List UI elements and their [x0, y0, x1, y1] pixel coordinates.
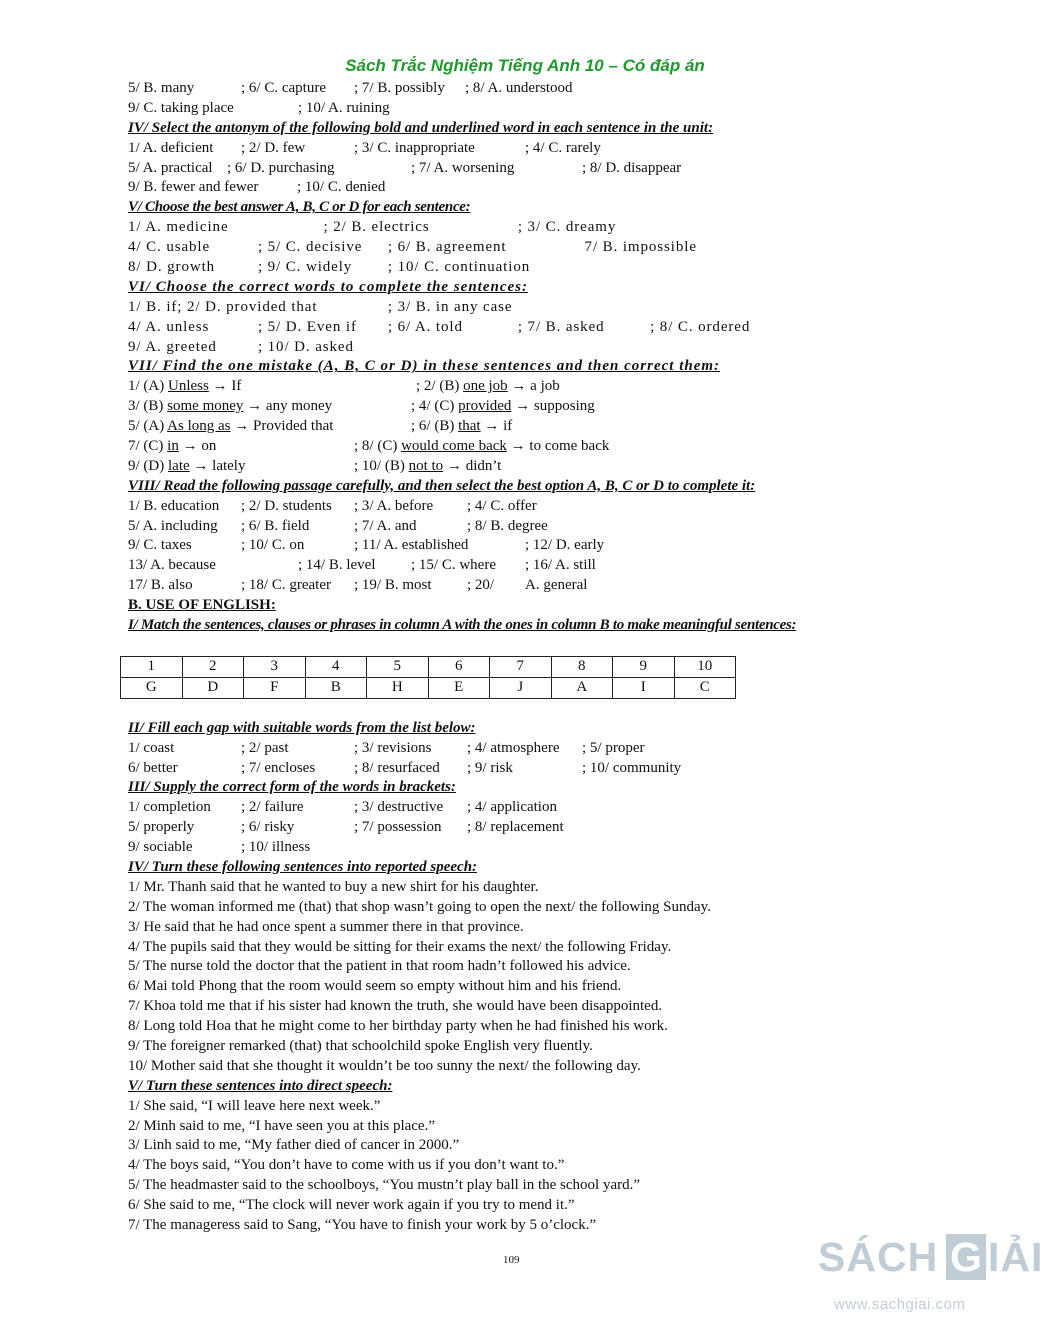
answer-item: ; 6/ B. agreement: [387, 239, 507, 256]
table-cell-number: 3: [244, 656, 306, 677]
item-correction: → If: [208, 378, 242, 395]
answer-line: [128, 517, 888, 537]
answer-sentence: 5/ The headmaster said to the schoolboys, “You mustn’t play ball in the school yard.”: [128, 1177, 641, 1194]
answer-item: 9/ sociable: [128, 839, 193, 856]
table-cell-answer: A: [551, 677, 613, 698]
correction-item: [128, 417, 333, 437]
underlined-mistake: late: [168, 457, 190, 474]
watermark-url: www.sachgiai.com: [834, 1296, 966, 1313]
answer-item: ; 3/ destructive: [354, 799, 444, 816]
answer-item: ; 3/ C. inappropriate: [354, 139, 475, 156]
item-correction: → didn’t: [443, 457, 502, 474]
item-correction: → supposing: [511, 398, 595, 415]
answer-line: [128, 139, 888, 159]
table-row: [121, 677, 736, 698]
answer-item: ; 4/ atmosphere: [467, 739, 560, 756]
correction-item: [416, 377, 560, 397]
answer-item: ; 3/ C. dreamy: [517, 219, 617, 236]
answer-item: ; 2/ B. electrics: [323, 219, 430, 236]
answer-line: [128, 576, 888, 596]
answer-sentence: 6/ Mai told Phong that the room would seem so empty without him and his friend.: [128, 978, 622, 995]
answer-key-content: [128, 79, 888, 1236]
section-b5-answers: [128, 1097, 888, 1236]
answer-item: 17/ B. also: [128, 577, 193, 594]
answer-sentence: 4/ The pupils said that they would be sitting for their exams the next/ the following Friday.: [128, 938, 672, 955]
answer-item: 9/ C. taxes: [128, 537, 192, 554]
answer-item: ; 9/ C. widely: [257, 259, 353, 276]
underlined-mistake: some money: [167, 398, 244, 415]
section-iv-answers: [128, 139, 888, 199]
answer-sentence: 8/ Long told Hoa that he might come to her birthday party when he had finished his work.: [128, 1018, 668, 1035]
section-vi-answers: [128, 298, 888, 358]
answer-item: ; 7/ encloses: [241, 759, 316, 776]
answer-item: ; 3/ revisions: [354, 739, 432, 756]
correction-line: [128, 437, 888, 457]
underlined-mistake: As long as: [167, 418, 231, 435]
item-correction: → any money: [243, 398, 333, 415]
correction-item: [128, 397, 332, 417]
answer-item: 1/ coast: [128, 739, 175, 756]
answer-item: ; 6/ A. told: [387, 318, 463, 335]
answer-sentence: 2/ Minh said to me, “I have seen you at this place.”: [128, 1117, 435, 1134]
table-cell-answer: H: [367, 677, 429, 698]
underlined-mistake: in: [167, 438, 179, 455]
underlined-mistake: not to: [408, 457, 444, 474]
table-cell-answer: D: [182, 677, 244, 698]
section-v-heading: V/ Choose the best answer A, B, C or D for each sentence:: [128, 199, 471, 216]
section-continued: [128, 79, 888, 119]
section-vi-heading: VI/ Choose the correct words to complete the sentences:: [128, 278, 528, 295]
item-prefix: 5/ (A): [128, 418, 168, 435]
answer-item: ; 8/ C. ordered: [650, 318, 751, 335]
answer-item: 13/ A. because: [128, 557, 216, 574]
answer-line: [128, 838, 888, 858]
matching-answer-table: [120, 656, 736, 699]
answer-item: ; 2/ D. few: [241, 139, 306, 156]
answer-item: ; 7/ A. and: [354, 517, 417, 534]
answer-item: ; 6/ C. capture: [241, 80, 326, 96]
answer-item: ; 10/ illness: [241, 839, 311, 856]
answer-item: 1/ B. if; 2/ D. provided that: [128, 298, 318, 315]
answer-item: ; 7/ B. asked: [517, 318, 605, 335]
answer-sentence: 5/ The nurse told the doctor that the patient in that room hadn’t followed his advice.: [128, 958, 631, 975]
answer-item: ; 7/ B. possibly: [354, 80, 445, 96]
item-prefix: ; 2/ (B): [416, 378, 464, 395]
watermark-text-left: SÁCH: [818, 1234, 939, 1280]
table-cell-answer: F: [244, 677, 306, 698]
answer-item: ; 3/ A. before: [354, 497, 434, 514]
section-v-answers: [128, 218, 888, 278]
table-cell-number: 2: [182, 656, 244, 677]
answer-item: 1/ A. deficient: [128, 139, 214, 156]
table-cell-answer: E: [428, 677, 490, 698]
page-title: Sách Trắc Nghiệm Tiếng Anh 10 – Có đáp án: [345, 56, 705, 75]
use-of-english-title: B. USE OF ENGLISH:: [128, 597, 276, 614]
page-number: 109: [503, 1254, 520, 1266]
answer-item: 8/ D. growth: [128, 259, 216, 276]
answer-item: 1/ completion: [128, 799, 211, 816]
answer-item: ; 19/ B. most: [354, 577, 432, 594]
answer-item: 5/ A. including: [128, 517, 218, 534]
answer-item: ; 8/ B. degree: [467, 517, 548, 534]
answer-item: 7/ B. impossible: [584, 239, 697, 256]
section-b2-answers: [128, 739, 888, 779]
answer-item: ; 9/ risk: [467, 759, 513, 776]
answer-item: ; 8/ replacement: [467, 819, 564, 836]
item-correction: → to come back: [506, 438, 610, 455]
answer-sentence: 2/ The woman informed me (that) that shop wasn’t going to open the next/ the following Sunday.: [128, 898, 711, 915]
table-cell-answer: J: [490, 677, 552, 698]
table-cell-answer: C: [674, 677, 736, 698]
answer-item: ; 16/ A. still: [525, 557, 596, 574]
answer-item: 1/ B. education: [128, 497, 220, 514]
correction-line: [128, 457, 888, 477]
answer-line: [128, 258, 888, 278]
answer-sentence: 7/ Khoa told me that if his sister had known the truth, she would have been disappointed.: [128, 998, 663, 1015]
answer-line: [128, 338, 888, 358]
correction-item: [128, 377, 241, 397]
item-prefix: ; 8/ (C): [354, 438, 402, 455]
section-b1-heading: I/ Match the sentences, clauses or phrases in column A with the ones in column B to make meaningful sentences:: [128, 617, 797, 634]
answer-item: ; 5/ D. Even if: [257, 318, 357, 335]
answer-item: ; 3/ B. in any case: [387, 298, 513, 315]
answer-item: ; 8/ D. disappear: [582, 159, 682, 176]
item-prefix: 9/ (D): [128, 457, 168, 474]
item-prefix: ; 4/ (C): [411, 398, 459, 415]
answer-item: ; 10/ C. continuation: [387, 259, 531, 276]
correction-item: [128, 437, 216, 457]
section-b3-answers: [128, 798, 888, 858]
underlined-mistake: one job: [463, 378, 508, 395]
answer-sentence: 3/ He said that he had once spent a summer there in that province.: [128, 918, 524, 935]
table-row: [121, 656, 736, 677]
item-prefix: 3/ (B): [128, 398, 168, 415]
table-cell-number: 1: [121, 656, 183, 677]
answer-item: ; 6/ B. field: [241, 517, 310, 534]
answer-sentence: 1/ Mr. Thanh said that he wanted to buy a new shirt for his daughter.: [128, 878, 539, 895]
answer-item: 6/ better: [128, 759, 178, 776]
answer-item: ; 15/ C. where: [411, 557, 496, 574]
answer-item: ; 10/ community: [582, 759, 682, 776]
answer-item: ; 4/ application: [467, 799, 557, 816]
watermark-text-right: IẢI: [988, 1234, 1044, 1280]
answer-line: [128, 556, 888, 576]
section-vii-answers: [128, 377, 888, 476]
correction-item: [411, 397, 595, 417]
correction-line: [128, 397, 888, 417]
correction-item: [411, 417, 512, 437]
answer-item: ; 10/ C. denied: [297, 179, 386, 196]
answer-line: [128, 79, 888, 99]
answer-item: ; 7/ possession: [354, 819, 442, 836]
answer-item: A. general: [525, 577, 588, 594]
answer-item: 5/ properly: [128, 819, 195, 836]
table-cell-answer: G: [121, 677, 183, 698]
answer-item: ; 14/ B. level: [298, 557, 376, 574]
answer-sentence: 1/ She said, “I will leave here next week.”: [128, 1097, 381, 1114]
answer-item: 9/ B. fewer and fewer: [128, 179, 259, 196]
answer-sentence: 10/ Mother said that she thought it wouldn’t be too sunny the next/ the following day.: [128, 1057, 641, 1074]
correction-item: [354, 437, 609, 457]
answer-line: [128, 159, 888, 179]
item-correction: → a job: [507, 378, 560, 395]
answer-item: 4/ C. usable: [128, 239, 211, 256]
answer-sentence: 3/ Linh said to me, “My father died of cancer in 2000.”: [128, 1137, 460, 1154]
correction-line: [128, 417, 888, 437]
correction-item: [128, 457, 245, 477]
answer-item: ; 10/ D. asked: [257, 338, 354, 355]
answer-item: ; 11/ A. established: [354, 537, 469, 554]
item-correction: → on: [178, 438, 217, 455]
answer-item: ; 6/ D. purchasing: [227, 159, 335, 176]
answer-item: ; 8/ A. understood: [465, 80, 573, 96]
answer-item: 9/ C. taking place: [128, 99, 234, 116]
answer-item: 5/ B. many: [128, 80, 195, 96]
correction-line: [128, 377, 888, 397]
section-b4-answers: [128, 878, 888, 1077]
answer-item: ; 6/ risky: [241, 819, 295, 836]
answer-line: [128, 536, 888, 556]
answer-line: [128, 739, 888, 759]
item-correction: → lately: [189, 457, 246, 474]
table-cell-number: 4: [305, 656, 367, 677]
section-iv-heading: IV/ Select the antonym of the following bold and underlined word in each sentence in the unit:: [128, 119, 714, 136]
table-cell-answer: B: [305, 677, 367, 698]
answer-sentence: 4/ The boys said, “You don’t have to come with us if you don’t want to.”: [128, 1157, 565, 1174]
answer-item: ; 2/ D. students: [241, 497, 332, 514]
answer-sentence: 6/ She said to me, “The clock will never work again if you try to mend it.”: [128, 1197, 575, 1214]
answer-line: [128, 818, 888, 838]
section-b4-heading: IV/ Turn these following sentences into reported speech:: [128, 858, 478, 875]
answer-line: [128, 238, 888, 258]
answer-item: ; 4/ C. rarely: [525, 139, 601, 156]
answer-sentence: 7/ The manageress said to Sang, “You have to finish your work by 5 o’clock.”: [128, 1217, 597, 1234]
answer-item: ; 18/ C. greater: [241, 577, 331, 594]
underlined-mistake: would come back: [401, 438, 507, 455]
table-cell-number: 9: [613, 656, 675, 677]
answer-item: ; 12/ D. early: [525, 537, 605, 554]
section-viii-heading: VIII/ Read the following passage carefully, and then select the best option A, B, C or D to complete it:: [128, 477, 756, 494]
answer-item: ; 7/ A. worsening: [411, 159, 515, 176]
answer-item: ; 10/ A. ruining: [298, 99, 390, 116]
section-b2-heading: II/ Fill each gap with suitable words from the list below:: [128, 719, 476, 736]
answer-item: 5/ A. practical: [128, 159, 213, 176]
answer-item: ; 10/ C. on: [241, 537, 305, 554]
answer-item: ; 8/ resurfaced: [354, 759, 440, 776]
item-prefix: 7/ (C): [128, 438, 168, 455]
underlined-mistake: Unless: [168, 378, 209, 395]
answer-line: [128, 99, 888, 119]
answer-line: [128, 218, 888, 238]
table-cell-number: 6: [428, 656, 490, 677]
answer-line: [128, 298, 888, 318]
table-cell-number: 8: [551, 656, 613, 677]
answer-sentence: 9/ The foreigner remarked (that) that schoolchild spoke English very fluently.: [128, 1038, 593, 1054]
answer-item: ; 20/: [467, 577, 495, 594]
answer-item: ; 5/ proper: [582, 739, 645, 756]
answer-line: [128, 497, 888, 517]
answer-item: ; 4/ C. offer: [467, 497, 537, 514]
answer-item: ; 5/ C. decisive: [257, 239, 363, 256]
answer-line: [128, 759, 888, 779]
answer-item: 1/ A. medicine: [128, 219, 229, 236]
table-cell-answer: I: [613, 677, 675, 698]
table-cell-number: 7: [490, 656, 552, 677]
section-viii-answers: [128, 497, 888, 596]
answer-item: ; 2/ failure: [241, 799, 304, 816]
answer-line: [128, 178, 888, 198]
item-correction: → Provided that: [230, 418, 334, 435]
answer-line: [128, 798, 888, 818]
underlined-mistake: that: [458, 418, 481, 435]
item-correction: → if: [480, 418, 513, 435]
answer-item: 4/ A. unless: [128, 318, 210, 335]
underlined-mistake: provided: [458, 398, 512, 415]
answer-item: 9/ A. greeted: [128, 338, 217, 355]
table-cell-number: 10: [674, 656, 736, 677]
answer-item: ; 2/ past: [241, 739, 289, 756]
item-prefix: ; 10/ (B): [354, 457, 409, 474]
item-prefix: ; 6/ (B): [411, 418, 459, 435]
watermark-box-letter: G: [946, 1234, 986, 1280]
correction-item: [354, 457, 501, 477]
table-cell-number: 5: [367, 656, 429, 677]
sachgiai-watermark-logo: [818, 1234, 1044, 1313]
answer-line: [128, 318, 888, 338]
section-b3-heading: III/ Supply the correct form of the words in brackets:: [128, 779, 456, 796]
section-vii-heading: VII/ Find the one mistake (A, B, C or D) in these sentences and then correct them:: [128, 358, 721, 375]
item-prefix: 1/ (A): [128, 378, 168, 395]
section-b5-heading: V/ Turn these sentences into direct speech:: [128, 1077, 393, 1094]
